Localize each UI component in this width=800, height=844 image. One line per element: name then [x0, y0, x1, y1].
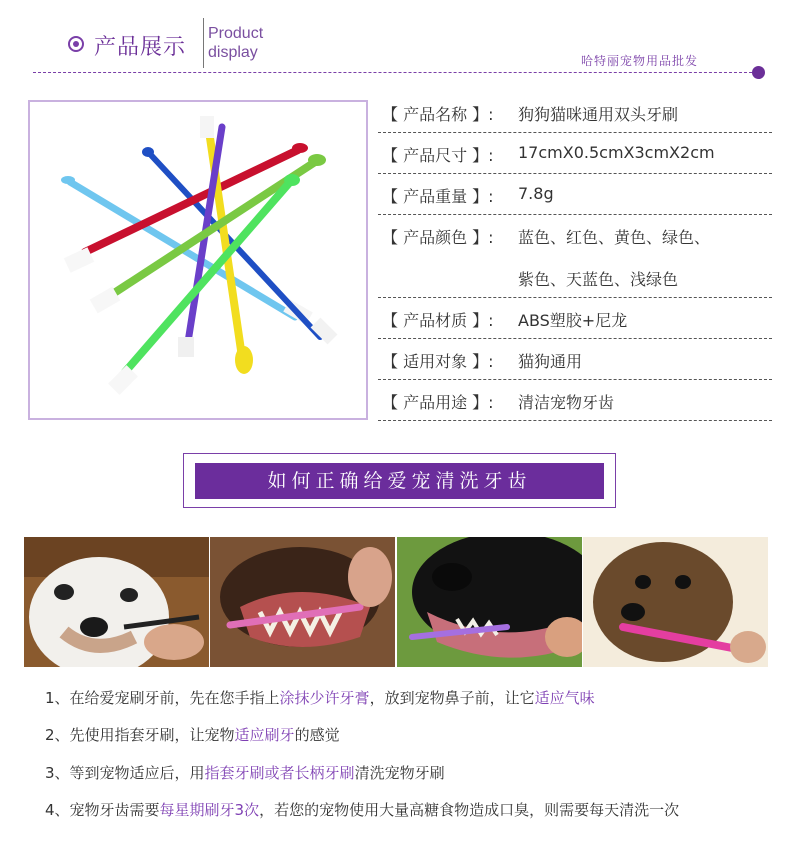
toothbrush-yellow — [200, 116, 253, 374]
toothbrushes-illustration — [30, 102, 366, 418]
spec-row-material — [378, 298, 772, 339]
step-text: 的感觉 — [294, 726, 340, 744]
step-3 — [45, 762, 445, 783]
step-2 — [45, 724, 340, 745]
photo-yorkie — [583, 537, 768, 667]
photo-white-dog — [24, 537, 209, 667]
spec-row-color — [378, 215, 772, 298]
header-dashed-line — [33, 72, 757, 73]
spec-value: ABS塑胶+尼龙 — [518, 311, 628, 330]
spec-row-target — [378, 339, 772, 380]
spec-value: 猫狗通用 — [518, 352, 583, 371]
spec-value: 17cmX0.5cmX3cmX2cm — [518, 143, 715, 162]
spec-value: 蓝色、红色、黄色、绿色、 — [518, 228, 711, 247]
step-highlight: 指套牙刷或者长柄牙刷 — [204, 764, 355, 782]
step-highlight: 适应刷牙 — [234, 726, 295, 744]
spec-value: 狗狗猫咪通用双头牙刷 — [518, 105, 679, 124]
shop-name: 哈特丽宠物用品批发 — [581, 54, 699, 68]
step-text: 清洗宠物牙刷 — [354, 764, 445, 782]
photo-dog-teeth — [210, 537, 395, 667]
step-1 — [45, 687, 595, 708]
section-banner: 如何正确给爱宠清洗牙齿 — [195, 463, 604, 499]
step-highlight: 适应气味 — [534, 689, 595, 707]
step-text: 4、宠物牙齿需要 — [45, 801, 160, 819]
spec-row-size — [378, 133, 772, 174]
step-4 — [45, 799, 679, 820]
step-text: ，放到宠物鼻子前，让它 — [369, 689, 535, 707]
product-image — [28, 100, 368, 420]
spec-label: 【 产品尺寸 】: — [382, 146, 494, 165]
step-text: ，若您的宠物使用大量高糖食物造成口臭，则需要每天清洗一次 — [259, 801, 680, 819]
section-title: 产品展示 — [94, 35, 187, 60]
spec-row-weight — [378, 174, 772, 215]
spec-label: 【 产品颜色 】: — [382, 228, 494, 247]
photo-rottweiler — [397, 537, 582, 667]
section-title-en-1: Product — [208, 25, 264, 42]
toothbrush-purple — [178, 127, 222, 357]
spec-label: 【 产品名称 】: — [382, 105, 494, 124]
spec-label: 【 产品材质 】: — [382, 311, 494, 330]
spec-label: 【 适用对象 】: — [382, 352, 494, 371]
step-text: 3、等到宠物适应后，用 — [45, 764, 205, 782]
spec-value: 清洁宠物牙齿 — [518, 393, 615, 412]
spec-row-usage — [378, 380, 772, 421]
target-icon — [68, 36, 84, 52]
title-divider — [203, 18, 204, 68]
spec-value-line2: 紫色、天蓝色、浅绿色 — [518, 270, 679, 289]
section-title-en-2: display — [208, 44, 258, 61]
spec-label: 【 产品用途 】: — [382, 393, 494, 412]
header-dot — [752, 66, 765, 79]
step-highlight: 涂抹少许牙膏 — [279, 689, 370, 707]
spec-value: 7.8g — [518, 184, 554, 203]
step-highlight: 每星期刷牙3次 — [159, 801, 260, 819]
spec-row-name — [378, 92, 772, 133]
spec-label: 【 产品重量 】: — [382, 187, 494, 206]
step-text: 1、在给爱宠刷牙前，先在您手指上 — [45, 689, 280, 707]
step-text: 2、先使用指套牙刷，让宠物 — [45, 726, 235, 744]
